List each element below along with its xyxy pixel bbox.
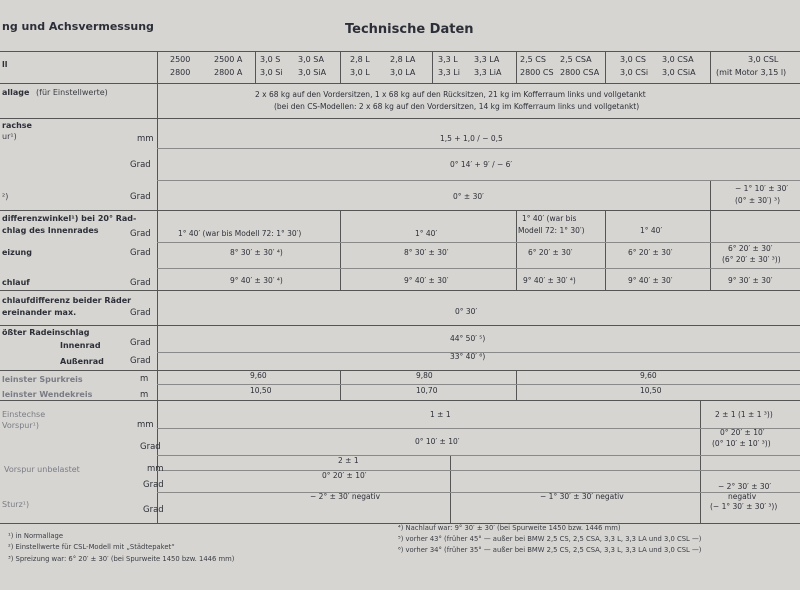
unit-m: m: [140, 390, 149, 400]
value-unbelastet-grad: 0° 20′ ± 10′: [322, 471, 367, 480]
label-wendekreis: leinster Wendekreis: [2, 390, 93, 399]
value-unbelastet-mm: 2 ± 1: [338, 456, 359, 465]
label-achse: rachse: [2, 121, 32, 130]
row-rule: [0, 325, 800, 326]
model-col-10b: 2800 CSA: [560, 68, 600, 77]
unit-m: m: [140, 374, 149, 384]
value-spurkreis-1: 9,60: [250, 371, 267, 380]
label-spurdiff-1: differenzwinkel¹) bei 20° Rad-: [2, 214, 137, 223]
row-rule: [157, 268, 800, 269]
row-rule: [0, 118, 800, 119]
label-achse-2: ur¹): [2, 132, 17, 141]
unit-grad: Grad: [130, 338, 151, 348]
value-spreizung-4: 6° 20′ ± 30′: [628, 248, 673, 257]
label-innenrad: Innenrad: [60, 341, 101, 350]
row-rule: [157, 428, 800, 429]
row-rule: [0, 290, 800, 291]
divider-col: [340, 51, 341, 83]
model-col-11b: 3,0 CSi: [620, 68, 649, 77]
value-spurkreis-3: 9,60: [640, 371, 657, 380]
model-col-5b: 3,0 L: [350, 68, 370, 77]
value-nachlauf-1: 9° 40′ ± 30′ ⁴): [230, 276, 283, 285]
label-sturz-front: ²): [2, 192, 9, 201]
unit-grad: Grad: [130, 192, 151, 202]
divider-col: [710, 180, 711, 210]
divider-col: [605, 210, 606, 290]
unit-grad: Grad: [130, 229, 151, 239]
model-col-4a: 3,0 SA: [298, 55, 324, 64]
model-col-12a: 3,0 CSA: [662, 55, 694, 64]
label-lage-note: (für Einstellwerte): [36, 88, 108, 97]
value-spurdiff-1: 1° 40′ (war bis Modell 72: 1° 30′): [178, 229, 302, 238]
model-col-7a: 3,3 L: [438, 55, 458, 64]
value-sturz-rear-csl-2: negativ: [728, 492, 757, 501]
label-sturz-rear: Sturz¹): [2, 500, 30, 509]
row-rule: [0, 210, 800, 211]
model-col-1a: 2500: [170, 55, 191, 64]
label-einschlag: ößter Radeinschlag: [2, 328, 90, 337]
model-col-13b: (mit Motor 3,15 l): [716, 68, 787, 77]
label-spreizung: eizung: [2, 248, 32, 257]
label-spurkreis: leinster Spurkreis: [2, 375, 83, 384]
value-innenrad: 44° 50′ ⁵): [450, 334, 486, 343]
value-aussenrad: 33° 40′ ⁶): [450, 352, 486, 361]
footnote-4: ⁴) Nachlauf war: 9° 30′ ± 30′ (bei Spurweite 1450 bzw. 1446 mm): [398, 524, 621, 532]
model-col-12b: 3,0 CSiA: [662, 68, 696, 77]
divider-col: [710, 51, 711, 83]
row-rule: [157, 384, 800, 385]
value-nachlauf-5: 9° 30′ ± 30′: [728, 276, 773, 285]
footnote-3: ³) Spreizung war: 6° 20′ ± 30′ (bei Spurweite 1450 bzw. 1446 mm): [8, 555, 235, 563]
unit-mm: mm: [147, 464, 164, 474]
label-unbelastet: Vorspur unbelastet: [4, 465, 80, 474]
row-rule: [157, 470, 800, 471]
row-rule: [157, 492, 800, 493]
value-nachlauf-4: 9° 40′ ± 30′: [628, 276, 673, 285]
value-nachlauf-2: 9° 40′ ± 30′: [404, 276, 449, 285]
label-nachlauf: chlauf: [2, 278, 30, 287]
divider-col: [605, 51, 606, 83]
value-spreizung-2: 8° 30′ ± 30′: [404, 248, 449, 257]
model-col-8a: 3,3 LA: [474, 55, 500, 64]
unit-grad: Grad: [130, 278, 151, 288]
value-vorspur-rear-csl: 2 ± 1 (1 ± 1 ³)): [715, 410, 773, 419]
value-spreizung-5a: 6° 20′ ± 30′: [728, 244, 773, 253]
model-col-2b: 2800 A: [214, 68, 243, 77]
label-vorspur-rear: Vorspur¹): [2, 421, 39, 430]
value-sturz-rear-csl-1: − 2° 30′ ± 30′: [718, 482, 772, 491]
divider-col: [450, 455, 451, 523]
model-col-13a: 3,0 CSL: [748, 55, 779, 64]
footnote-2: ²) Einstellwerte für CSL-Modell mit „Städtepaket“: [8, 543, 175, 551]
value-spurkreis-2: 9,80: [416, 371, 433, 380]
value-vorspur-mm: 1,5 + 1,0 / − 0,5: [440, 134, 503, 143]
divider-col: [255, 51, 256, 83]
divider-col: [432, 51, 433, 83]
row-mark: ll: [2, 60, 8, 69]
model-col-9a: 2,5 CS: [520, 55, 546, 64]
model-col-1b: 2800: [170, 68, 191, 77]
divider-unit-column: [157, 51, 158, 523]
model-col-8b: 3,3 LiA: [474, 68, 502, 77]
value-wendekreis-2: 10,70: [416, 386, 438, 395]
value-vorspur-rear-csl-1: 0° 20′ ± 10′: [720, 428, 765, 437]
divider-col: [340, 210, 341, 290]
model-col-6b: 3,0 LA: [390, 68, 416, 77]
value-nachlauf-3: 9° 40′ ± 30′ ⁴): [523, 276, 576, 285]
label-spurdiff-2: chlag des Innenrades: [2, 226, 99, 235]
unit-grad: Grad: [130, 356, 151, 366]
page-title: Technische Daten: [345, 22, 474, 37]
model-col-9b: 2800 CS: [520, 68, 554, 77]
value-wendekreis-3: 10,50: [640, 386, 662, 395]
divider-col: [340, 370, 341, 400]
model-col-6a: 2,8 LA: [390, 55, 416, 64]
label-nachlaufdiff-2: ereinander max.: [2, 308, 77, 317]
footnote-5: ⁵) vorher 43° (früher 45° — außer bei BMW 2,5 CS, 2,5 CSA, 3,3 L, 3,3 LA und 3,0 CSL —): [398, 535, 702, 543]
lage-line-1: 2 x 68 kg auf den Vordersitzen, 1 x 68 kg auf den Rücksitzen, 21 kg im Kofferraum links und vollgetankt: [255, 90, 646, 99]
row-rule: [0, 370, 800, 371]
divider-col: [516, 210, 517, 290]
value-nachlaufdiff: 0° 30′: [455, 307, 478, 316]
unit-grad: Grad: [130, 248, 151, 258]
divider-col: [516, 370, 517, 400]
value-spurdiff-3b: Modell 72: 1° 30′): [518, 226, 585, 235]
top-rule: [0, 51, 800, 52]
label-aussenrad: Außenrad: [60, 357, 104, 366]
value-vorspur-grad: 0° 14′ + 9′ / − 6′: [450, 160, 513, 169]
unit-grad: Grad: [140, 442, 161, 452]
row-rule: [0, 83, 800, 84]
value-vorspur-rear-grad: 0° 10′ ± 10′: [415, 437, 460, 446]
model-col-5a: 2,8 L: [350, 55, 370, 64]
row-rule: [157, 180, 800, 181]
divider-col: [700, 400, 701, 523]
value-spurdiff-4: 1° 40′: [640, 226, 663, 235]
model-col-3a: 3,0 S: [260, 55, 281, 64]
footnote-6: ⁶) vorher 34° (früher 35° — außer bei BMW 2,5 CS, 2,5 CSA, 3,3 L, 3,3 LA und 3,0 CSL —): [398, 546, 702, 554]
value-spurdiff-2: 1° 40′: [415, 229, 438, 238]
value-sturz-rear-1: − 2° ± 30′ negativ: [310, 492, 381, 501]
label-nachlaufdiff-1: chlaufdifferenz beider Räder: [2, 296, 132, 305]
value-spreizung-1: 8° 30′ ± 30′ ⁴): [230, 248, 283, 257]
section-title-left: ng und Achsvermessung: [2, 20, 154, 33]
unit-mm: mm: [137, 420, 154, 430]
value-sturz-csl-2: (0° ± 30′) ³): [735, 196, 780, 205]
model-col-2a: 2500 A: [214, 55, 243, 64]
divider-col: [710, 210, 711, 290]
unit-grad: Grad: [143, 480, 164, 490]
row-rule: [157, 242, 800, 243]
row-rule: [0, 400, 800, 401]
unit-grad: Grad: [143, 505, 164, 515]
value-spreizung-5b: (6° 20′ ± 30′ ³)): [722, 255, 781, 264]
value-sturz-rear-2: − 1° 30′ ± 30′ negativ: [540, 492, 624, 501]
model-col-4b: 3,0 SiA: [298, 68, 327, 77]
unit-mm: mm: [137, 134, 154, 144]
value-wendekreis-1: 10,50: [250, 386, 272, 395]
footnote-1: ¹) in Normallage: [8, 532, 64, 540]
value-vorspur-rear-mm: 1 ± 1: [430, 410, 451, 419]
model-col-10a: 2,5 CSA: [560, 55, 592, 64]
row-rule: [157, 148, 800, 149]
model-col-3b: 3,0 Si: [260, 68, 283, 77]
unit-grad: Grad: [130, 308, 151, 318]
lage-line-2: (bei den CS-Modellen: 2 x 68 kg auf den Vordersitzen, 14 kg im Kofferraum links und vollgetankt): [274, 102, 640, 111]
value-vorspur-rear-csl-2: (0° 10′ ± 10′ ³)): [712, 439, 771, 448]
value-spreizung-3: 6° 20′ ± 30′: [528, 248, 573, 257]
model-col-11a: 3,0 CS: [620, 55, 646, 64]
value-sturz-csl-1: − 1° 10′ ± 30′: [735, 184, 789, 193]
value-sturz-front: 0° ± 30′: [453, 192, 484, 201]
divider-col: [516, 51, 517, 83]
label-lage: allage: [2, 88, 30, 97]
value-spurdiff-3a: 1° 40′ (war bis: [522, 214, 577, 223]
model-col-7b: 3,3 Li: [438, 68, 460, 77]
unit-grad: Grad: [130, 160, 151, 170]
row-rule: [157, 455, 800, 456]
value-sturz-rear-csl-3: (− 1° 30′ ± 30′ ³)): [710, 502, 778, 511]
label-hinterachse: Einstechse: [2, 410, 46, 419]
